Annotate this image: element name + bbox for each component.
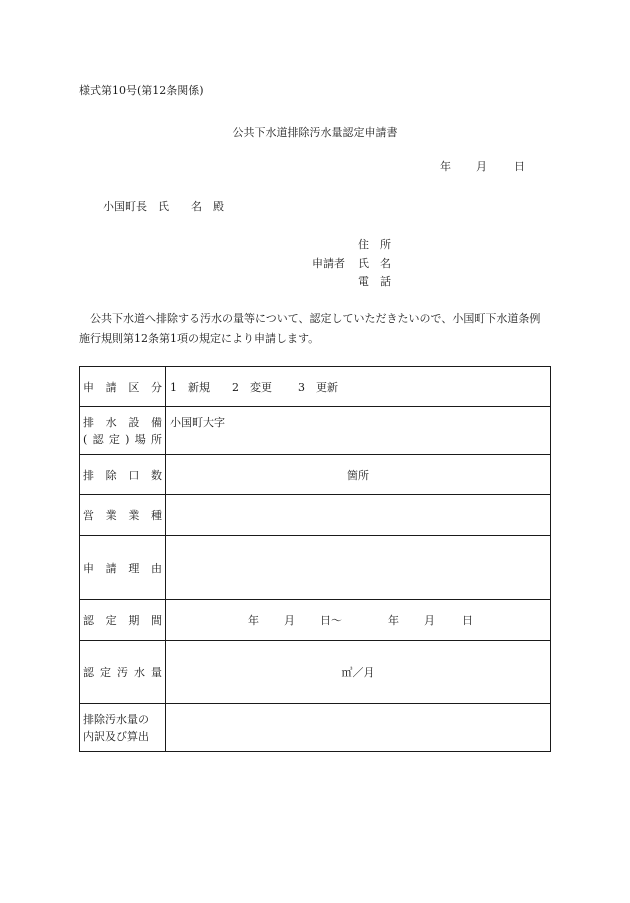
period-start-month: 月	[284, 614, 295, 627]
label-location-line2	[83, 431, 162, 448]
application-type-options[interactable]	[166, 367, 551, 407]
reason-field[interactable]	[166, 536, 551, 600]
label-outlets-text-char: 数	[150, 468, 162, 482]
label-application-type	[83, 379, 162, 395]
label-volume-text-char: 量	[151, 666, 162, 679]
row-breakdown	[80, 704, 551, 752]
row-outlets	[80, 455, 551, 495]
label-location-line1-text-char: 備	[150, 415, 162, 429]
row-application-type	[80, 367, 551, 407]
application-statement: 公共下水道へ排除する汚水の量等について、認定していただきたいので、小国町下水道条例施行規則第12条第1項の規定により申請します。	[79, 312, 541, 345]
row-reason	[80, 536, 551, 600]
outlets-field[interactable]	[166, 455, 551, 495]
label-location-line1-text-char: 水	[105, 415, 117, 429]
label-location-line1-text-char: 排	[83, 415, 94, 429]
label-period-text-char: 期	[128, 614, 140, 627]
outlets-unit: 箇所	[347, 468, 369, 482]
option-new[interactable]: 1 新規	[170, 380, 210, 394]
row-period	[80, 600, 551, 641]
label-outlets	[83, 467, 162, 483]
applicant-name-label: 氏 名	[358, 256, 391, 270]
label-location-line2-text-char: 所	[151, 432, 162, 446]
period-end-year: 年	[388, 614, 399, 627]
row-location	[80, 407, 551, 455]
label-breakdown-line2: 内訳及び算出	[83, 729, 149, 743]
label-application-type-text-char: 区	[128, 380, 140, 394]
label-period	[83, 612, 162, 628]
location-value: 小国町大字	[170, 416, 225, 429]
business-field[interactable]	[166, 495, 551, 536]
label-outlets-text-char: 除	[105, 468, 117, 482]
date-year: 年	[440, 160, 451, 173]
label-period-text-char: 認	[83, 614, 94, 627]
application-form-table	[79, 366, 551, 752]
label-application-type-text-char: 分	[150, 380, 162, 394]
label-period-text-char: 定	[105, 614, 117, 627]
label-business-text-char: 業	[105, 509, 117, 522]
label-reason-text-char: 申	[83, 561, 94, 575]
period-start-year: 年	[248, 614, 259, 627]
applicant-group-label: 申請者	[312, 256, 345, 270]
label-location-line2-text-char: )	[125, 432, 130, 446]
label-business	[83, 507, 162, 523]
document-title: 公共下水道排除汚水量認定申請書	[232, 126, 398, 139]
label-reason-text-char: 由	[150, 561, 162, 575]
label-volume	[83, 664, 162, 680]
label-volume-text-char: 認	[83, 666, 94, 679]
label-reason-text-char: 理	[128, 561, 140, 575]
label-period-text-char: 間	[150, 614, 162, 627]
label-volume-text-char: 汚	[117, 666, 128, 679]
applicant-phone-label: 電 話	[358, 275, 391, 288]
label-application-type-text-char: 請	[105, 380, 117, 394]
volume-unit: ㎥／月	[341, 666, 375, 679]
period-field[interactable]	[166, 600, 551, 641]
applicant-address-label: 住 所	[358, 238, 391, 251]
label-location-line2-text-char: (	[83, 432, 88, 446]
form-number: 様式第10号(第12条関係)	[79, 84, 204, 97]
label-application-type-text-char: 申	[83, 380, 94, 394]
label-location-line2-text-char: 定	[108, 432, 120, 446]
label-business-text-char: 営	[83, 509, 94, 522]
date-month: 月	[476, 160, 487, 173]
label-reason-text-char: 請	[105, 561, 117, 575]
period-end-month: 月	[424, 614, 435, 627]
label-location-line2-text-char: 場	[134, 432, 146, 446]
option-renewal[interactable]: 3 更新	[298, 380, 338, 394]
label-business-text-char: 種	[150, 509, 162, 522]
label-reason	[83, 560, 162, 576]
option-change[interactable]: 2 変更	[232, 380, 272, 394]
label-business-text-char: 業	[128, 509, 140, 522]
addressee: 小国町長 氏 名 殿	[103, 200, 224, 213]
period-start-day: 日〜	[320, 614, 342, 627]
label-outlets-text-char: 口	[128, 468, 140, 482]
label-location-line2-text-char: 認	[92, 432, 104, 446]
label-volume-text-char: 定	[100, 666, 111, 679]
submission-date	[440, 158, 525, 174]
row-volume	[80, 641, 551, 704]
volume-field[interactable]	[166, 641, 551, 704]
date-day: 日	[514, 160, 525, 173]
label-location-line1-text-char: 設	[128, 415, 140, 429]
row-business	[80, 495, 551, 536]
label-volume-text-char: 水	[134, 666, 145, 679]
breakdown-field[interactable]	[166, 704, 551, 752]
label-breakdown-line1: 排除汚水量の	[83, 712, 149, 726]
applicant-block	[312, 236, 408, 292]
label-outlets-text-char: 排	[83, 468, 94, 482]
period-end-day: 日	[462, 614, 473, 627]
location-field[interactable]	[166, 407, 551, 455]
label-location-line1	[83, 414, 162, 431]
